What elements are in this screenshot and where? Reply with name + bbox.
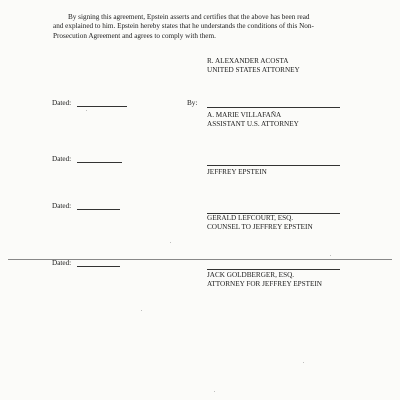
date-line <box>77 106 127 107</box>
acosta-title: UNITED STATES ATTORNEY <box>207 66 300 74</box>
scan-speck <box>330 255 331 256</box>
dated-label: Dated: <box>52 99 72 107</box>
date-line <box>77 209 120 210</box>
certification-paragraph <box>53 13 353 41</box>
dated-label: Dated: <box>52 259 72 267</box>
villafana-name: A. MARIE VILLAFAÑA <box>207 111 282 119</box>
signature-line <box>207 107 340 108</box>
date-line <box>77 266 120 267</box>
goldberger-title: ATTORNEY FOR JEFFREY EPSTEIN <box>207 280 322 288</box>
villafana-title: ASSISTANT U.S. ATTORNEY <box>207 120 299 128</box>
paragraph-line: By signing this agreement, Epstein asserts and certifies that the above has been read <box>68 13 310 21</box>
paragraph-line: Prosecution Agreement and agrees to comply with them. <box>53 31 216 40</box>
scan-speck <box>303 362 304 363</box>
scan-speck <box>86 110 87 111</box>
dated-label: Dated: <box>52 202 72 210</box>
scan-speck <box>141 310 142 311</box>
goldberger-name: JACK GOLDBERGER, ESQ. <box>207 271 295 279</box>
scan-speck <box>170 242 171 243</box>
epstein-name: JEFFREY EPSTEIN <box>207 168 267 176</box>
by-label: By: <box>187 99 198 107</box>
signature-line <box>207 269 340 270</box>
signature-line <box>207 165 340 166</box>
date-line <box>77 162 122 163</box>
acosta-name: R. ALEXANDER ACOSTA <box>207 57 289 65</box>
lefcourt-title: COUNSEL TO JEFFREY EPSTEIN <box>207 223 313 231</box>
scan-speck <box>214 391 215 392</box>
paragraph-line: and explained to him. Epstein hereby states that he understands the conditions of this Non- <box>53 22 314 31</box>
dated-label: Dated: <box>52 155 72 163</box>
lefcourt-name: GERALD LEFCOURT, ESQ. <box>207 214 294 222</box>
